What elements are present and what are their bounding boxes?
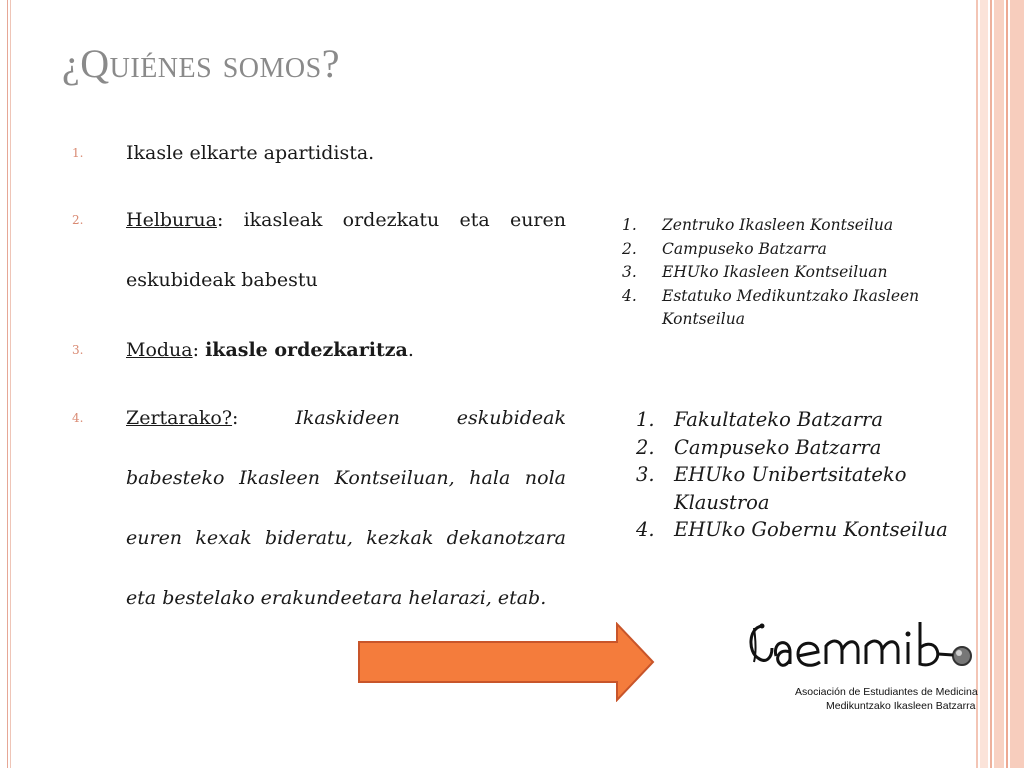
list-item-text [126, 320, 566, 380]
item-bold: ikasle ordezkaritza [205, 339, 408, 361]
item-colon: : [216, 209, 224, 231]
right-stripes-decoration [976, 0, 1024, 768]
slide-title [62, 40, 340, 87]
list-item [622, 285, 972, 332]
list-item [636, 434, 966, 462]
list-item-text: EHUko Gobernu Kontseilua [674, 518, 948, 541]
item-body: Ikaskideen eskubideak babesteko Ikasleen Kontseiluan, hala nola euren kexak bideratu, kezkak dekanotzara eta bestelako erakundeetara helarazi, etab. [126, 407, 566, 609]
list-item-text: Fakultateko Batzarra [674, 408, 883, 431]
list-number: 3. [622, 263, 637, 281]
list-number: 4. [72, 411, 84, 425]
item-end: . [407, 339, 414, 361]
list-item [72, 388, 566, 628]
list-item-text: Estatuko Medikuntzako Ikasleen Kontseilua [662, 286, 920, 328]
list-item-text: Zentruko Ikasleen Kontseilua [662, 216, 894, 234]
list-item-text: EHUko Ikasleen Kontseiluan [662, 263, 888, 281]
item-colon: : [232, 407, 296, 429]
logo-caption-es: Asociación de Estudiantes de Medicina [795, 686, 978, 698]
left-accent-line-inner [10, 0, 11, 768]
list-number: 1. [636, 408, 655, 431]
logo-caption-eu: Medikuntzako Ikasleen Batzarra [826, 700, 976, 712]
list-number: 2. [622, 239, 637, 258]
list-item-text [126, 190, 566, 310]
item-label-helburua: Helburua [126, 209, 217, 231]
list-number: 2. [72, 213, 84, 227]
list-item [622, 238, 972, 262]
student-councils-list [622, 214, 972, 332]
item-label-zertarako: Zertarako? [126, 407, 233, 429]
list-item-text: EHUko Unibertsitateko Klaustroa [674, 463, 907, 514]
list-item [622, 261, 972, 285]
list-item [636, 461, 966, 516]
item-body: ikasleak ordezkatu eta euren eskubideak babestu [126, 209, 566, 291]
list-number: 4. [636, 518, 655, 541]
list-item [72, 123, 566, 183]
list-item [622, 214, 972, 238]
list-item [72, 190, 566, 310]
list-number: 4. [622, 286, 637, 305]
title-word: Quiénes somos [80, 41, 322, 86]
list-item-text: Campuseko Batzarra [674, 435, 882, 459]
item-label-modua: Modua [126, 339, 193, 361]
left-accent-line [7, 0, 8, 768]
university-bodies-list [636, 406, 966, 544]
list-item [72, 320, 566, 380]
list-number: 2. [636, 435, 655, 459]
list-number: 1. [622, 216, 637, 234]
list-item [636, 516, 966, 544]
title-suffix: ? [321, 41, 340, 86]
title-prefix: ¿ [62, 41, 81, 86]
list-item [636, 406, 966, 434]
item-colon: : [192, 339, 206, 361]
list-item-text: Campuseko Batzarra [662, 239, 827, 258]
right-arrow-icon [357, 622, 657, 702]
list-item-text [126, 388, 566, 628]
list-number: 3. [636, 463, 655, 486]
list-number: 3. [72, 343, 84, 357]
list-item-text: Ikasle elkarte apartidista. [126, 142, 375, 164]
list-number: 1. [72, 146, 84, 160]
